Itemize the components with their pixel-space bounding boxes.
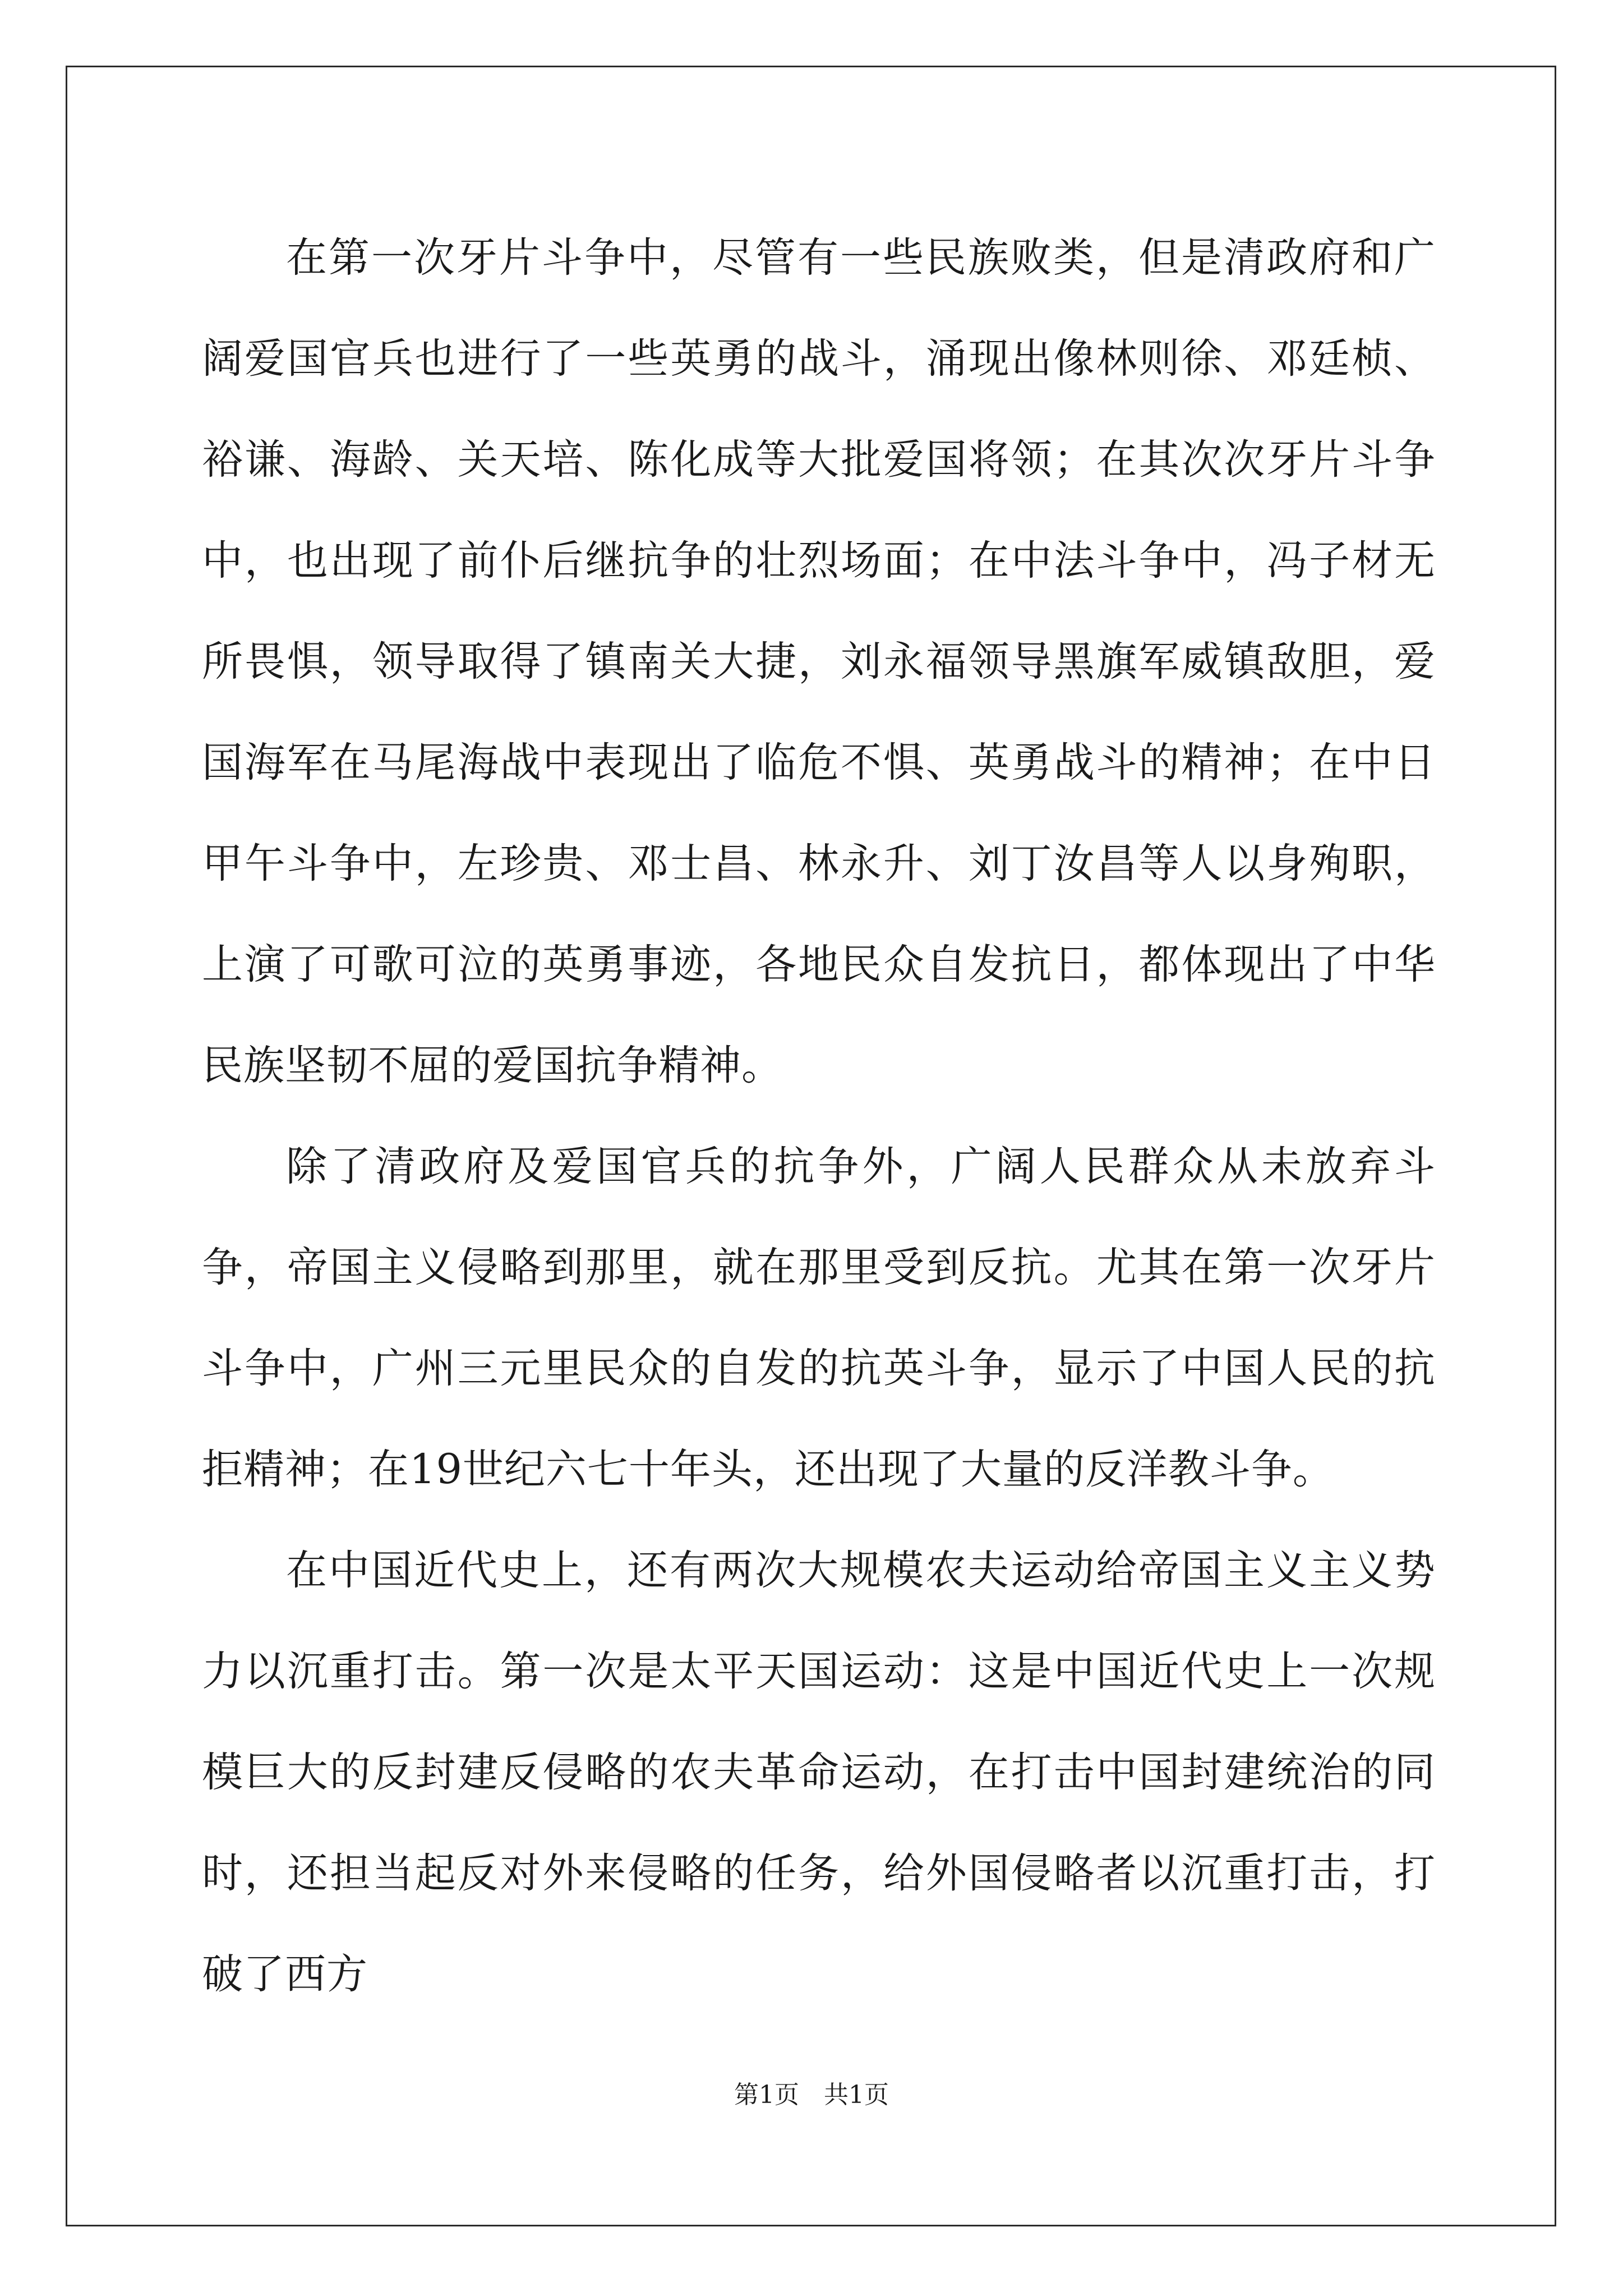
paragraph-2: 除了清政府及爱国官兵的抗争外，广阔人民群众从未放弃斗争，帝国主义侵略到那里，就在那里受到反抗。尤其在第一次牙片斗争中，广州三元里民众的自发的抗英斗争，显示了中国人民的抗拒精神；在19世纪六七十年头，还出现了大量的反洋教斗争。 bbox=[202, 1143, 1436, 1493]
document-body bbox=[202, 208, 1436, 2025]
page-number-footer: 第1页 共1页 bbox=[734, 2081, 889, 2109]
paragraph-1: 在第一次牙片斗争中，尽管有一些民族败类，但是清政府和广阔爱国官兵也进行了一些英勇的战斗，涌现出像林则徐、邓廷桢、裕谦、海龄、关天培、陈化成等大批爱国将领；在其次次牙片斗争中，也出现了前仆后继抗争的壮烈场面；在中法斗争中，冯子材无所畏惧，领导取得了镇南关大捷，刘永福领导黑旗军威镇敌胆，爱国海军在马尾海战中表现出了临危不惧、英勇战斗的精神；在中日甲午斗争中，左珍贵、邓士昌、林永升、刘丁汝昌等人以身殉职，上演了可歌可泣的英勇事迹，各地民众自发抗日，都体现出了中华民族坚韧不屈的爱国抗争精神。 bbox=[202, 234, 1436, 1089]
paragraph-3: 在中国近代史上，还有两次大规模农夫运动给帝国主义主义势力以沉重打击。第一次是太平天国运动：这是中国近代史上一次规模巨大的反封建反侵略的农夫革命运动，在打击中国封建统治的同时，还担当起反对外来侵略的任务，给外国侵略者以沉重打击，打破了西方 bbox=[202, 1547, 1436, 1998]
